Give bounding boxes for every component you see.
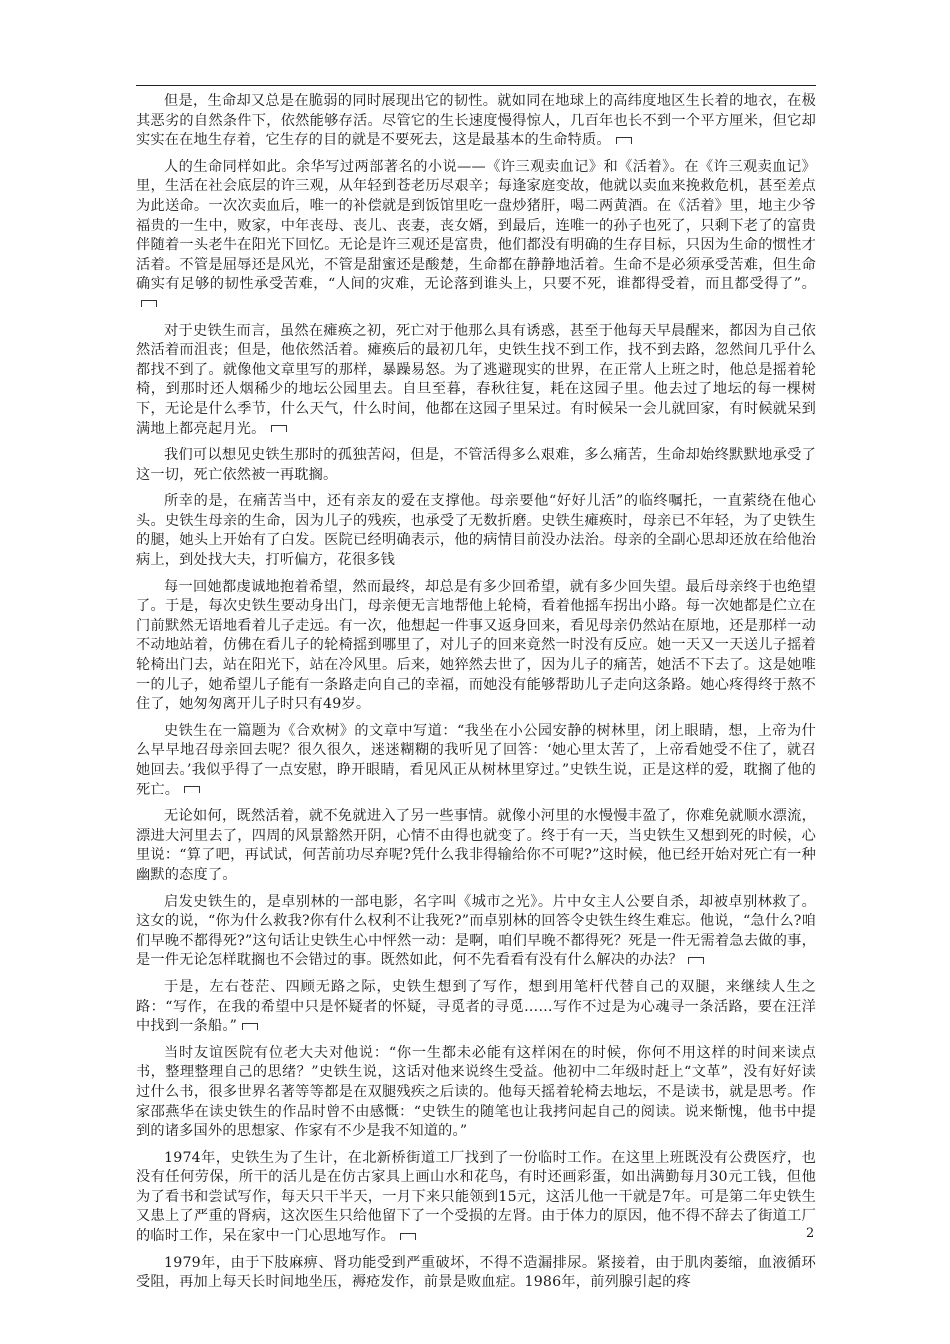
paragraph-11 [136, 1044, 816, 1142]
paragraph-2-text: 人的生命同样如此。余华写过两部著名的小说——《许三观卖血记》和《活着》。在《许三观卖血记》里，生活在社会底层的许三观，从年轻到苍老历尽艰辛；每逢家庭变故，他就以卖血来挽救危机，甚至差点为此送命。一次次卖血后，唯一的补偿就是到饭馆里吃一盘炒猪肝，喝二两黄酒。在《活着》里，地主少爷福贵的一生中，败家，中年丧母、丧儿、丧妻，丧女婿，到最后，连唯一的孙子也死了，只剩下老了的富贵伴随着一头老牛在阳光下回忆。无论是许三观还是富贵，他们都没有明确的生存目标，只因为生命的惯性才活着。不管是屈辱还是风光，不管是甜蜜还是酸楚，生命都在静静地活着。生命不是必须承受苦难，但生命确实有足够的韧性承受苦难，“人间的灾难，无论落到谁头上，只要不死，谁都得受着，而且都受得了”。 [136, 158, 816, 293]
paragraph-1-text: 但是，生命却又总是在脆弱的同时展现出它的韧性。就如同在地球上的高纬度地区生长着的地衣，在极其恶劣的自然条件下，依然能够存活。尽管它的生长速度慢得惊人，几百年也长不到一个平方厘米，但它却实实在在地生存着，它生存的目的就是不要死去，这是最基本的生命特质。 [136, 93, 816, 149]
header-rule [136, 85, 816, 86]
paragraph-2 [136, 158, 816, 315]
paragraph-12 [136, 1149, 816, 1247]
paragraph-mark-icon [242, 1023, 258, 1030]
paragraph-11-text: 当时友谊医院有位老大夫对他说：“你一生都未必能有这样闲在的时候，你何不用这样的时间来读点书，整理整理自己的思绪？”史铁生说，这话对他来说终生受益。他初中二年级时赶上“文革”，没有好好读过什么书，很多世界名著等等都是在双腿残疾之后读的。他每天摇着轮椅去地坛，不是读书，就是思考。作家邵燕华在读史铁生的作品时曾不由感慨：“史铁生的随笔也让我拷问起自己的阅读。说来惭愧，他书中提到的诸多国外的思想家、作家有不少是我不知道的。” [136, 1044, 816, 1140]
paragraph-mark-icon [271, 425, 287, 432]
paragraph-13-text: 1979年，由于下肢麻痹、肾功能受到严重破坏，不得不造漏排尿。紧接着，由于肌肉萎缩，血液循环受阻，再加上每天长时间地坐压，褥疮发作，前景是败血症。1986年，前列腺引起的疼 [136, 1254, 816, 1291]
paragraph-4 [136, 446, 816, 485]
paragraph-10 [136, 978, 816, 1037]
paragraph-mark-icon [141, 300, 157, 307]
paragraph-5-text: 所幸的是，在痛苦当中，还有亲友的爱在支撑他。母亲要他“好好儿活”的临终嘱托，一直萦绕在他心头。史铁生母亲的生命，因为儿子的残疾，也承受了无数折磨。史铁生瘫痪时，母亲已不年轻，为了史铁生的腿，她头上开始有了白发。医院已经明确表示，他的病情目前没办法治。母亲的全副心思却还放在给他治病上，到处找大夫，打听偏方，花很多钱 [136, 493, 816, 569]
paragraph-9 [136, 893, 816, 971]
paragraph-3-text: 对于史铁生而言，虽然在瘫痪之初，死亡对于他那么具有诱惑，甚至于他每天早晨醒来，都因为自己依然活着而沮丧；但是，他依然活着。瘫痪后的最初几年，史铁生找不到工作，找不到去路，忽然间几乎什么都找不到了。就像他文章里写的那样，暴躁易怒。为了逃避现实的世界，在正常人上班之时，他总是摇着轮椅，到那时还人烟稀少的地坛公园里去。自旦至暮，春秋往复，耗在这园子里。他去过了地坛的每一棵树下，无论是什么季节，什么天气，什么时间，他都在这园子里呆过。有时候呆一会儿就回家，有时候就呆到满地上都亮起月光。 [136, 322, 816, 437]
paragraph-5 [136, 492, 816, 570]
paragraph-13 [136, 1254, 816, 1293]
paragraph-6-text: 每一回她都虔诚地抱着希望，然而最终，却总是有多少回希望，就有多少回失望。最后母亲终于也绝望了。于是，每次史铁生要动身出门，母亲便无言地帮他上轮椅，看着他摇车拐出小路。每一次她都是伫立在门前默然无语地看着儿子走远。有一次，他想起一件事又返身回来，看见母亲仍然站在原地，还是那样一动不动地站着，仿佛在看儿子的轮椅摇到哪里了，对儿子的回来竟然一时没有反应。她一天又一天送儿子摇着轮椅出门去，站在阳光下，站在冷风里。后来，她猝然去世了，因为儿子的痛苦，她活不下去了。这是她唯一的儿子，她希望儿子能有一条路走向自己的幸福，而她没有能够帮助儿子走向这条路。她心疼得终于熬不住了，她匆匆离开儿子时只有49岁。 [136, 578, 816, 713]
paragraph-mark-icon [616, 137, 632, 144]
paragraph-mark-icon [400, 1233, 416, 1240]
paragraph-7-text: 史铁生在一篇题为《合欢树》的文章中写道：“我坐在小公园安静的树林里，闭上眼睛，想，上帝为什么早早地召母亲回去呢？很久很久，迷迷糊糊的我听见了回答：‘她心里太苦了，上帝看她受不住了，就召她回去。’我似乎得了一点安慰，睁开眼睛，看见风正从树林里穿过。”史铁生说，正是这样的爱，耽搁了他的死亡。 [136, 722, 816, 798]
paragraph-3 [136, 322, 816, 440]
paragraph-mark-icon [184, 786, 200, 793]
paragraph-12-text: 1974年，史铁生为了生计，在北新桥街道工厂找到了一份临时工作。在这里上班既没有公费医疗，也没有任何劳保，所干的活儿是在仿古家具上画山水和花鸟，有时还画彩蛋，如出满勤每月30元工钱，但他为了看书和尝试写作，每天只干半天，一月下来只能领到15元，这活儿他一干就是7年。可是第二年史铁生又患上了严重的肾病，这次医生只给他留下了一个受损的左肾。由于体力的原因，他不得不辞去了街道工厂的临时工作，呆在家中一门心思地写作。 [136, 1149, 816, 1245]
paragraph-1 [136, 92, 816, 151]
paragraph-6 [136, 578, 816, 715]
paragraph-8-text: 无论如何，既然活着，就不免就进入了另一些事情。就像小河里的水慢慢丰盈了，你难免就顺水漂流，漂进大河里去了，四周的风景豁然开阴，心情不由得也就变了。终于有一天，当史铁生又想到死的时候，心里说：“算了吧，再试试，何苦前功尽弃呢?凭什么我非得输给你不可呢?”这时候，他已经开始对死亡有一种幽默的态度了。 [136, 808, 816, 883]
page-number: 2 [806, 1226, 815, 1241]
paragraph-7 [136, 722, 816, 800]
paragraph-mark-icon [688, 957, 704, 964]
paragraph-4-text: 我们可以想见史铁生那时的孤独苦闷，但是，不管活得多么艰难，多么痛苦，生命却始终默默地承受了这一切，死亡依然被一再耽搁。 [136, 447, 816, 483]
paragraph-8 [136, 807, 816, 885]
article-body [136, 92, 816, 1300]
paragraph-10-text: 于是，左右苍茫、四顾无路之际，史铁生想到了写作，想到用笔杆代替自己的双腿，来继续人生之路：“写作，在我的希望中只是怀疑者的怀疑，寻觅者的寻觅……写作不过是为心魂寻一条活路，要在汪洋中找到一条船。” [136, 978, 817, 1035]
paragraph-9-text: 启发史铁生的，是卓别林的一部电影，名字叫《城市之光》。片中女主人公要自杀，却被卓别林救了。这女的说，“你为什么救我?你有什么权利不让我死?”而卓别林的回答令史铁生终生难忘。他说，“急什么?咱们早晚不都得死?”这句话让史铁生心中怦然一动：是啊，咱们早晚不都得死？死是一件无需着急去做的事，是一件无论怎样耽搁也不会错过的事。既然如此，何不先看看有没有什么解决的办法？ [136, 893, 816, 969]
